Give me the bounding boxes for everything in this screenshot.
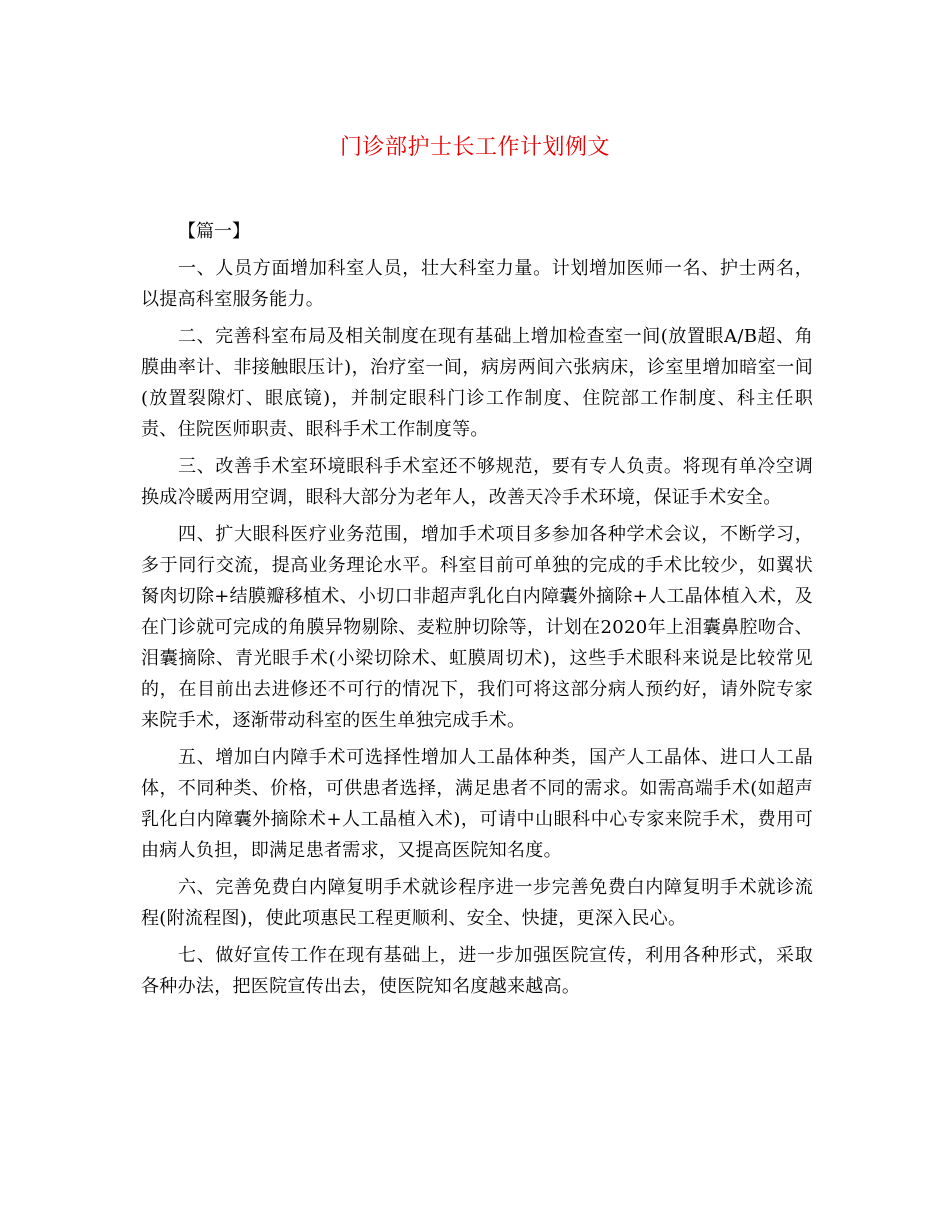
document-body [141,217,813,1002]
document-title: 门诊部护士长工作计划例文 [339,135,610,160]
section-label: 【篇一】 [178,221,250,242]
paragraph-4: 四、扩大眼科医疗业务范围，增加手术项目多参加各种学术会议，不断学习，多于同行交流，提高业务理论水平。科室目前可单独的完成的手术比较少，如翼状胬肉切除+结膜瓣移植术、小切口非超声乳化白内障囊外摘除+人工晶体植入术，及在门诊就可完成的角膜异物剔除、麦粒肿切除等，计划在2020年上泪囊鼻腔吻合、泪囊摘除、青光眼手术(小梁切除术、虹膜周切术)，这些手术眼科来说是比较常见的，在目前出去进修还不可行的情况下，我们可将这部分病人预约好，请外院专家来院手术，逐渐带动科室的医生单独完成手术。 [141,524,813,731]
paragraph-5: 五、增加白内障手术可选择性增加人工晶体种类，国产人工晶体、进口人工晶体，不同种类、价格，可供患者选择，满足患者不同的需求。如需高端手术(如超声乳化白内障囊外摘除术+人工晶植入术)，可请中山眼科中心专家来院手术，费用可由病人负担，即满足患者需求，又提高医院知名度。 [141,747,813,861]
paragraph-2: 二、完善科室布局及相关制度在现有基础上增加检查室一间(放置眼A/B超、角膜曲率计、非接触眼压计)，治疗室一间，病房两间六张病床，诊室里增加暗室一间(放置裂隙灯、眼底镜)，并制定眼科门诊工作制度、住院部工作制度、科主任职责、住院医师职责、眼科手术工作制度等。 [141,326,813,440]
paragraph-3: 三、改善手术室环境眼科手术室还不够规范，要有专人负责。将现有单冷空调换成冷暖两用空调，眼科大部分为老年人，改善天冷手术环境，保证手术安全。 [141,456,813,508]
paragraph-6: 六、完善免费白内障复明手术就诊程序进一步完善免费白内障复明手术就诊流程(附流程图)，使此项惠民工程更顺利、安全、快捷，更深入民心。 [141,877,813,929]
paragraph-1: 一、人员方面增加科室人员，壮大科室力量。计划增加医师一名、护士两名，以提高科室服务能力。 [141,258,813,310]
paragraph-7: 七、做好宣传工作在现有基础上，进一步加强医院宣传，利用各种形式，采取各种办法，把医院宣传出去，使医院知名度越来越高。 [141,945,813,997]
